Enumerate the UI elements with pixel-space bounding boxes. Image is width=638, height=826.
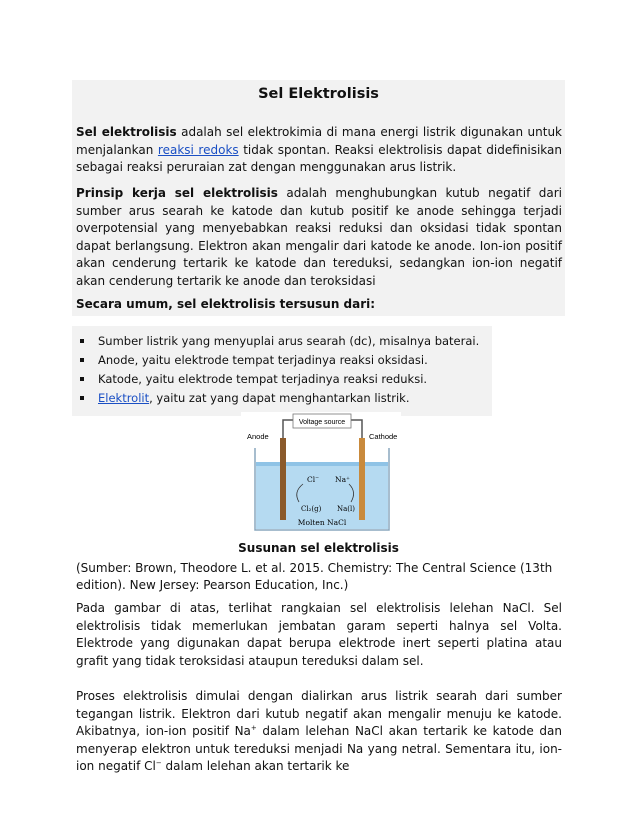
process-paragraph bbox=[76, 688, 562, 776]
principle-term: Prinsip kerja sel elektrolisis bbox=[76, 186, 278, 200]
chlorine-product-label: Cl₂(g) bbox=[301, 505, 322, 513]
sodium-ion-label: Na⁺ bbox=[335, 475, 350, 484]
electrolyte-link[interactable]: Elektrolit bbox=[98, 391, 150, 405]
figure-caption: Susunan sel elektrolisis bbox=[238, 541, 399, 555]
intro-text-1: adalah sel elektrokimia di mana energi listrik digunakan untuk menjalankan bbox=[76, 125, 562, 157]
list-item-text: , yaitu zat yang dapat menghantarkan listrik. bbox=[149, 391, 410, 405]
source-citation: (Sumber: Brown, Theodore L. et al. 2015. Chemistry: The Central Science (13th edition). New Jersey: Pearson Education, Inc.) bbox=[76, 561, 553, 592]
list-item-text: Anode, yaitu elektrode tempat terjadinya reaksi oksidasi. bbox=[98, 353, 428, 367]
list-item bbox=[72, 370, 492, 389]
intro-text-2: tidak spontan. Reaksi elektrolisis dapat didefinisikan sebagai reaksi peruraian zat dengan menggunakan arus listrik. bbox=[76, 142, 562, 174]
superscript: − bbox=[155, 759, 162, 767]
process-text-1: Proses elektrolisis dimulai dengan dialirkan arus listrik searah dari sumber tegangan listrik. Elektron dari kutub negatif akan mengalir menuju ke katode. Akibatnya, ion-ion positif Na bbox=[76, 689, 562, 738]
list-item bbox=[72, 351, 492, 370]
chloride-ion-label: Cl⁻ bbox=[307, 475, 320, 484]
superscript: + bbox=[250, 724, 257, 732]
voltage-source-label: Voltage source bbox=[298, 419, 346, 426]
anode-electrode bbox=[280, 438, 286, 520]
page-title: Sel Elektrolisis bbox=[258, 86, 379, 102]
liquid-surface bbox=[256, 462, 388, 466]
process-text-3: dalam lelehan akan tertarik ke bbox=[161, 759, 350, 773]
cathode-electrode bbox=[359, 438, 365, 520]
electrolysis-cell-diagram bbox=[241, 412, 401, 533]
sodium-product-label: Na(l) bbox=[337, 505, 355, 513]
principle-paragraph bbox=[76, 185, 562, 290]
cathode-label: Cathode bbox=[369, 432, 398, 441]
principle-text: adalah menghubungkan kutub negatif dari sumber arus searah ke katode dan kutub positif ke anode sehingga terjadi overpotensial yang menyebabkan reaksi reduksi dan oksidasi tidak spontan dapat berlangsung. Elektron akan mengalir dari katode ke anode. Ion-ion positif akan cenderung tertarik ke katode dan tereduksi, sedangkan ion-ion negatif akan cenderung tertarik ke anode dan teroksidasi bbox=[76, 186, 562, 288]
redox-reaction-link[interactable]: reaksi redoks bbox=[157, 142, 239, 157]
components-heading: Secara umum, sel elektrolisis tersusun dari: bbox=[76, 297, 376, 311]
intro-paragraph bbox=[76, 124, 562, 177]
list-item-text: Katode, yaitu elektrode tempat terjadinya reaksi reduksi. bbox=[98, 372, 428, 386]
intro-term: Sel elektrolisis bbox=[76, 125, 177, 139]
anode-label: Anode bbox=[247, 432, 269, 441]
list-item bbox=[72, 389, 492, 408]
electrolyte-label: Molten NaCl bbox=[297, 518, 347, 527]
figure-paragraph: Pada gambar di atas, terlihat rangkaian sel elektrolisis lelehan NaCl. Sel elektrolisis tidak memerlukan jembatan garam seperti halnya sel Volta. Elektrode yang digunakan dapat berupa elektrode inert seperti platina atau grafit yang tidak teroksidasi ataupun tereduksi dalam sel. bbox=[76, 601, 562, 668]
list-item bbox=[72, 332, 492, 351]
components-list bbox=[72, 326, 492, 416]
list-item-text: Sumber listrik yang menyuplai arus searah (dc), misalnya baterai. bbox=[98, 334, 480, 348]
process-text-2: dalam lelehan NaCl akan tertarik ke katode dan menyerap elektron untuk tereduksi menjadi Na yang netral. Sementara itu, ion-ion negatif Cl bbox=[76, 724, 562, 773]
